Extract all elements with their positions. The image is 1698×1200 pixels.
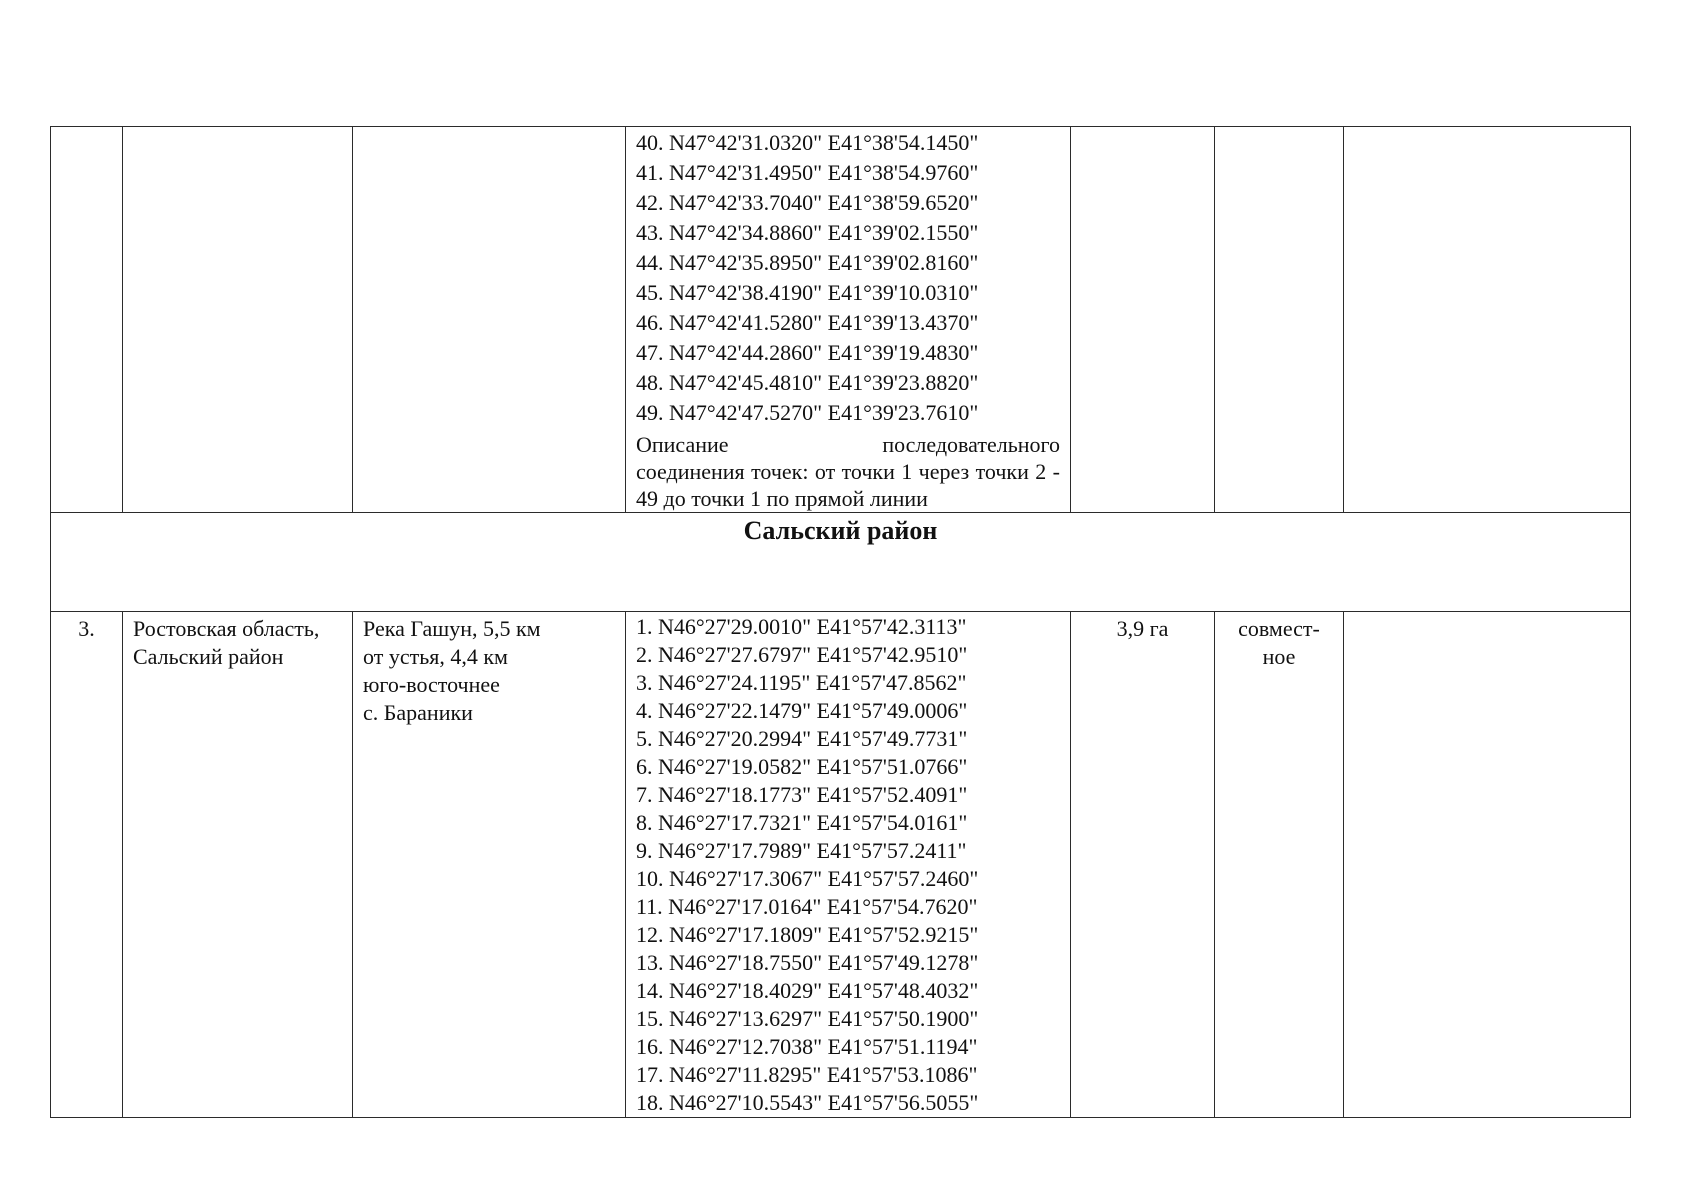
table-row-3 [51,612,1631,1118]
coordinate-item: 6. N46°27'19.0582" E41°57'51.0766" [636,754,968,779]
cell-number [51,612,123,1118]
cell-region [123,612,353,1118]
cell-area [1071,127,1215,513]
cell-area [1071,612,1215,1118]
coordinate-item: 2. N46°27'27.6797" E41°57'42.9510" [636,642,968,667]
coordinate-item: 8. N46°27'17.7321" E41°57'54.0161" [636,810,968,835]
area-value: 3,9 га [1116,616,1169,641]
usage-line: совмест- [1238,616,1320,641]
coordinate-item: 1. N46°27'29.0010" E41°57'42.3113" [636,614,967,639]
location-text [353,612,625,727]
region-line: Ростовская область, [133,616,320,641]
coordinate-item: 3. N46°27'24.1195" E41°57'47.8562" [636,670,967,695]
coordinate-item: 40. N47°42'31.0320" E41°38'54.1450" [636,130,979,155]
cell-usage [1215,612,1344,1118]
region-line: Сальский район [133,644,284,669]
section-header-row [51,513,1631,612]
cell-usage [1215,127,1344,513]
coordinate-list [626,612,1070,1117]
coordinate-item: 46. N47°42'41.5280" E41°39'13.4370" [636,310,979,335]
section-title: Сальский район [743,516,938,545]
coordinate-item: 15. N46°27'13.6297" E41°57'50.1900" [636,1006,979,1031]
coordinates-table [50,126,1631,1118]
coordinate-item: 7. N46°27'18.1773" E41°57'52.4091" [636,782,968,807]
location-line: Река Гашун, 5,5 км [363,616,541,641]
coordinate-item: 10. N46°27'17.3067" E41°57'57.2460" [636,866,979,891]
coordinate-item: 47. N47°42'44.2860" E41°39'19.4830" [636,340,979,365]
row-number: 3. [78,616,95,641]
table-row-continuation [51,127,1631,513]
coordinate-item: 48. N47°42'45.4810" E41°39'23.8820" [636,370,979,395]
coordinate-item: 49. N47°42'47.5270" E41°39'23.7610" [636,400,979,425]
coordinate-item: 9. N46°27'17.7989" E41°57'57.2411" [636,838,967,863]
coordinate-item: 44. N47°42'35.8950" E41°39'02.8160" [636,250,979,275]
region-text [123,612,352,671]
connection-description [626,428,1070,512]
description-first-line: Описание последовательного [636,432,1060,457]
coordinate-item: 18. N46°27'10.5543" E41°57'56.5055" [636,1090,979,1115]
section-header-cell [51,513,1631,612]
description-rest: соединения точек: от точки 1 через точки 2 - 49 до точки 1 по прямой линии [636,459,1060,511]
location-line: с. Бараники [363,700,473,725]
cell-notes [1344,127,1631,513]
coordinate-item: 17. N46°27'11.8295" E41°57'53.1086" [636,1062,978,1087]
cell-notes [1344,612,1631,1118]
cell-region [123,127,353,513]
coordinate-item: 13. N46°27'18.7550" E41°57'49.1278" [636,950,979,975]
coordinate-item: 42. N47°42'33.7040" E41°38'59.6520" [636,190,979,215]
cell-coordinates [626,612,1071,1118]
cell-location [353,612,626,1118]
cell-location [353,127,626,513]
coordinate-item: 5. N46°27'20.2994" E41°57'49.7731" [636,726,968,751]
location-line: юго-восточнее [363,672,500,697]
coordinate-item: 4. N46°27'22.1479" E41°57'49.0006" [636,698,968,723]
usage-line: ное [1262,644,1296,669]
coordinate-item: 11. N46°27'17.0164" E41°57'54.7620" [636,894,978,919]
usage-text [1215,612,1343,671]
coordinate-item: 14. N46°27'18.4029" E41°57'48.4032" [636,978,979,1003]
coordinate-item: 41. N47°42'31.4950" E41°38'54.9760" [636,160,979,185]
coordinate-list [626,127,1070,428]
cell-number [51,127,123,513]
cell-coordinates [626,127,1071,513]
location-line: от устья, 4,4 км [363,644,508,669]
coordinate-item: 12. N46°27'17.1809" E41°57'52.9215" [636,922,979,947]
coordinate-item: 16. N46°27'12.7038" E41°57'51.1194" [636,1034,978,1059]
coordinate-item: 45. N47°42'38.4190" E41°39'10.0310" [636,280,979,305]
coordinate-item: 43. N47°42'34.8860" E41°39'02.1550" [636,220,979,245]
